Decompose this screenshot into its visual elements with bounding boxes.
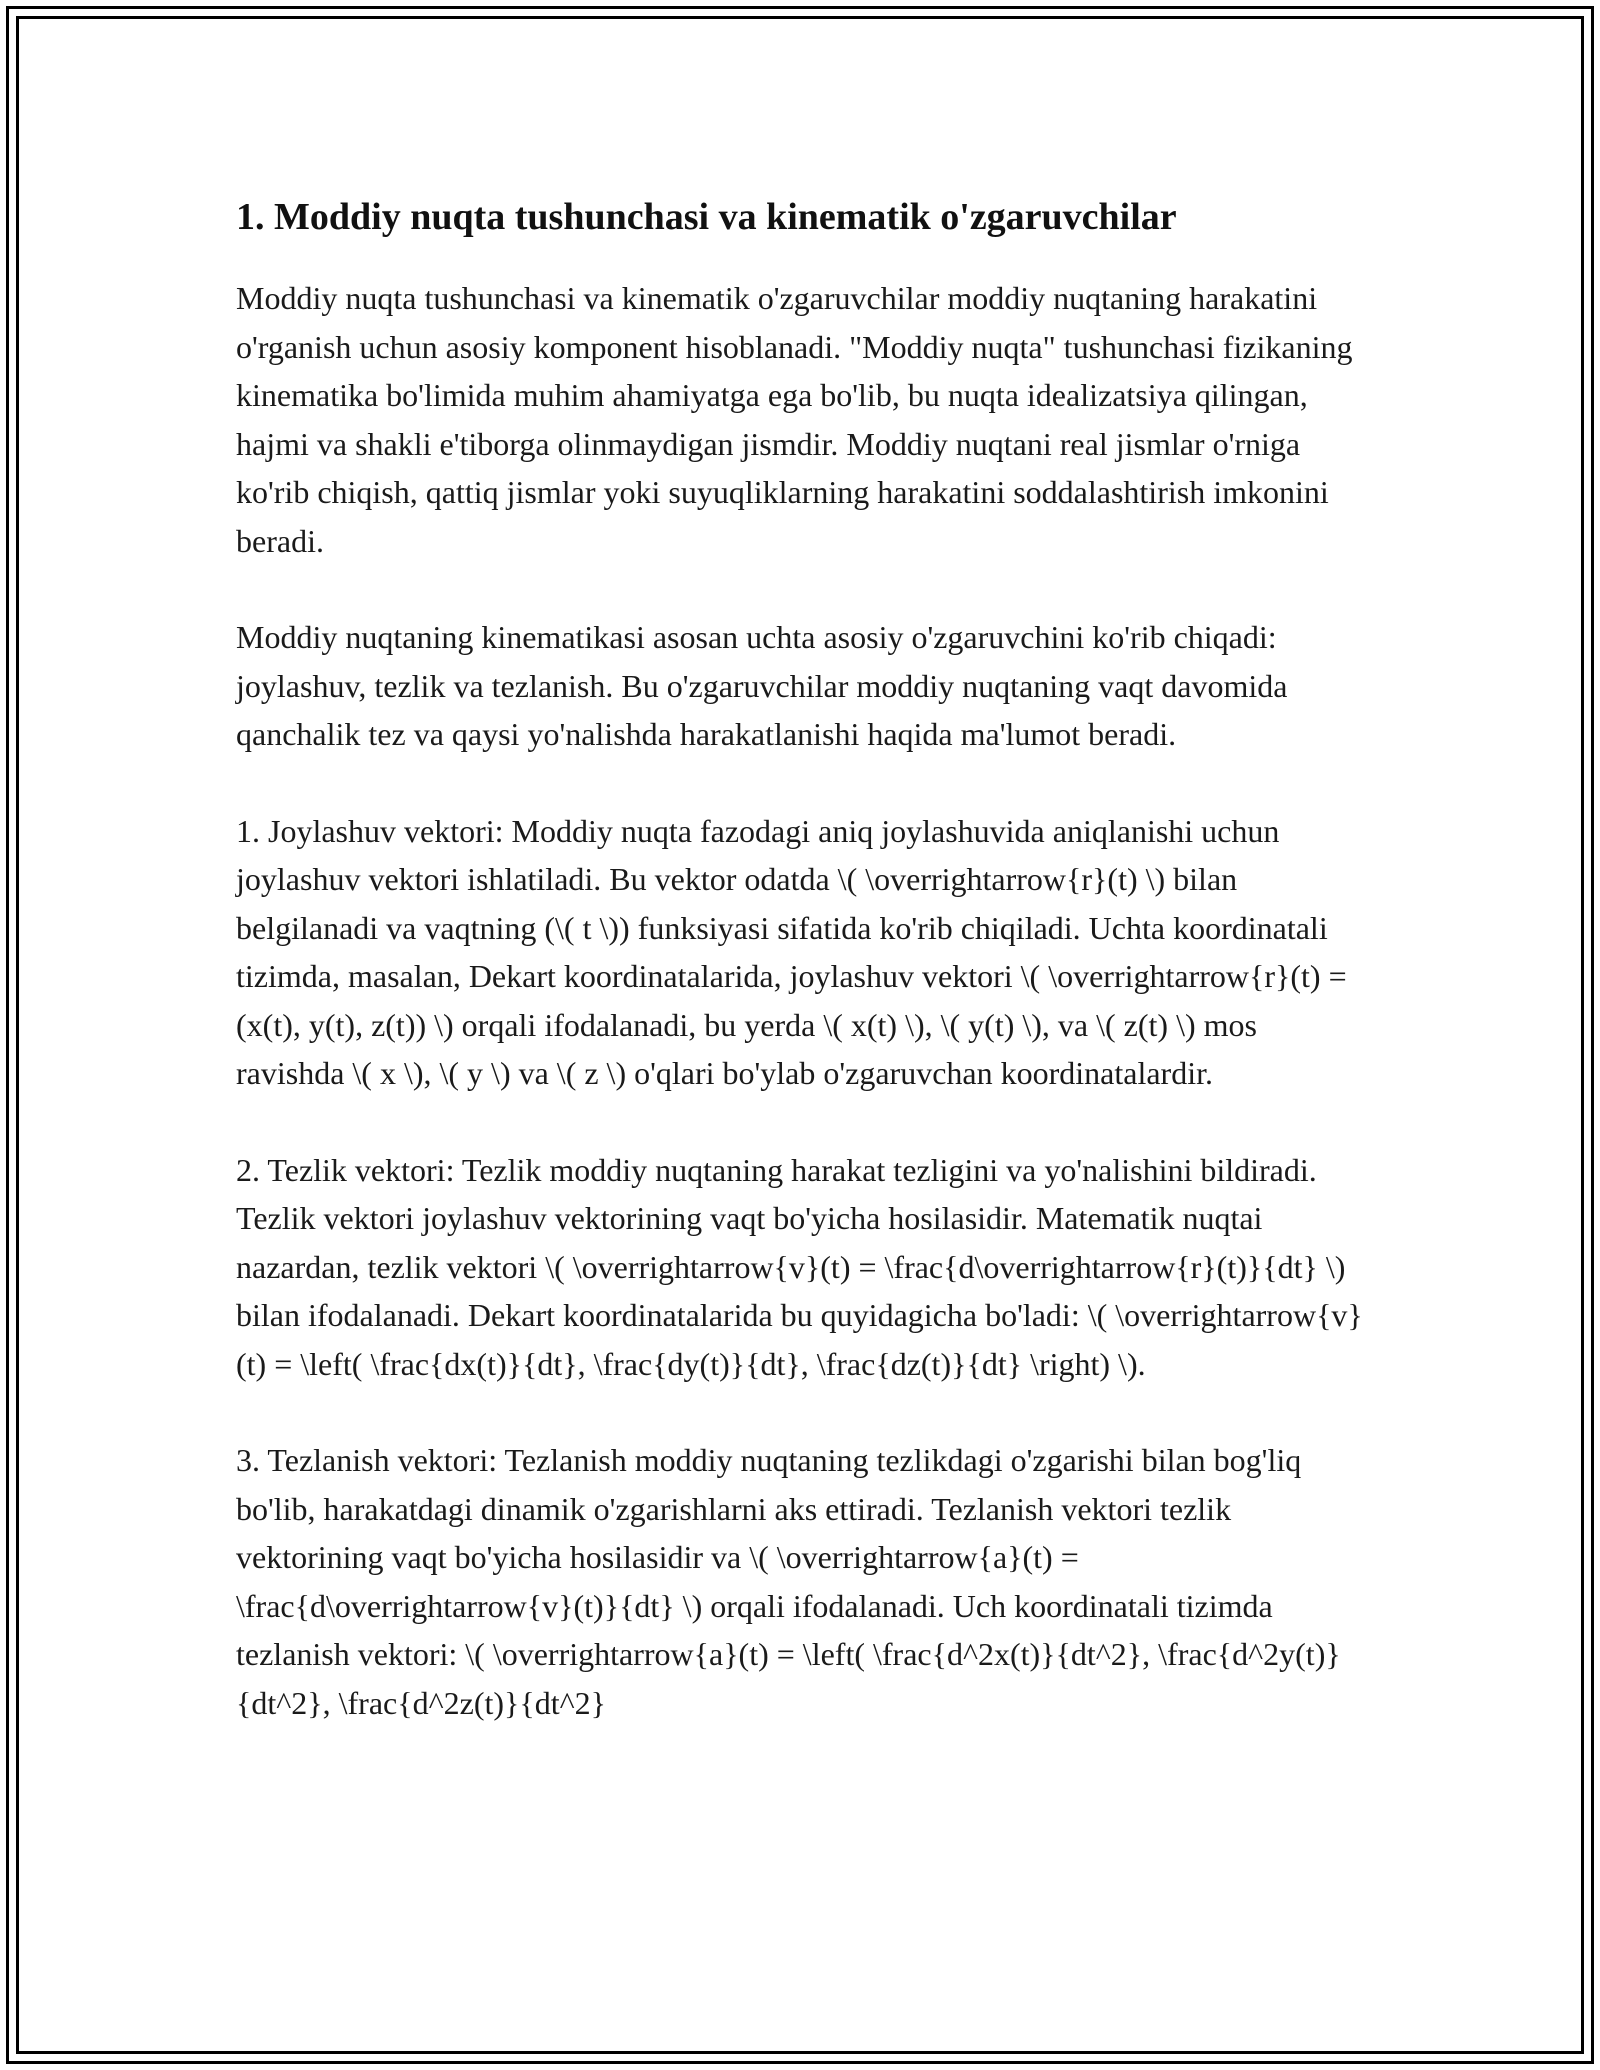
document-body [236,182,1366,1775]
paragraph-intro: Moddiy nuqta tushunchasi va kinematik o'zgaruvchilar moddiy nuqtaning harakatini o'rganish uchun asosiy komponent hisoblanadi. "Moddiy nuqta" tushunchasi fizikaning kinematika bo'limida muhim ahamiyatga ega bo'lib, bu nuqta idealizatsiya qilingan, hajmi va shakli e'tiborga olinmaydigan jismdir. Moddiy nuqtani real jismlar o'rniga ko'rib chiqish, qattiq jismlar yoki suyuqliklarning harakatini soddalashtirish imkonini beradi. [236,280,1353,559]
paragraph-kinematics-overview: Moddiy nuqtaning kinematikasi asosan uchta asosiy o'zgaruvchini ko'rib chiqadi: joylashuv, tezlik va tezlanish. Bu o'zgaruvchilar moddiy nuqtaning vaqt davomida qanchalik tez va qaysi yo'nalishda harakatlanishi haqida ma'lumot beradi. [236,619,1288,752]
paragraph-acceleration-vector: 3. Tezlanish vektori: Tezlanish moddiy nuqtaning tezlikdagi o'zgarishi bilan bog'liq bo'lib, harakatdagi dinamik o'zgarishlarni aks ettiradi. Tezlanish vektori tezlik vektorining vaqt bo'yicha hosilasidir va \( \overrightarrow{a}(t) = \frac{d\overrightarrow{v}(t)}{dt} \) orqali ifodalanadi. Uch koordinatali tizimda tezlanish vektori: \( \overrightarrow{a}(t) = \left( \frac{d^2x(t)}{dt^2}, \frac{d^2y(t)}{dt^2}, \frac{d^2z(t)}{dt^2} [236,1442,1341,1721]
section-heading: 1. Moddiy nuqta tushunchasi va kinematik o'zgaruvchilar [236,196,1177,238]
paragraph-position-vector: 1. Joylashuv vektori: Moddiy nuqta fazodagi aniq joylashuvida aniqlanishi uchun joylashuv vektori ishlatiladi. Bu vektor odatda \( \overrightarrow{r}(t) \) bilan belgilanadi va vaqtning (\( t \)) funksiyasi sifatida ko'rib chiqiladi. Uchta koordinatali tizimda, masalan, Dekart koordinatalarida, joylashuv vektori \( \overrightarrow{r}(t) = (x(t), y(t), z(t)) \) orqali ifodalanadi, bu yerda \( x(t) \), \( y(t) \), va \( z(t) \) mos ravishda \( x \), \( y \) va \( z \) o'qlari bo'ylab o'zgaruvchan koordinatalardir. [236,812,1347,1091]
paragraph-velocity-vector: 2. Tezlik vektori: Tezlik moddiy nuqtaning harakat tezligini va yo'nalishini bildiradi. Tezlik vektori joylashuv vektorining vaqt bo'yicha hosilasidir. Matematik nuqtai nazardan, tezlik vektori \( \overrightarrow{v}(t) = \frac{d\overrightarrow{r}(t)}{dt} \) bilan ifodalanadi. Dekart koordinatalarida bu quyidagicha bo'ladi: \( \overrightarrow{v}(t) = \left( \frac{dx(t)}{dt}, \frac{dy(t)}{dt}, \frac{dz(t)}{dt} \right) \). [236,1151,1363,1382]
